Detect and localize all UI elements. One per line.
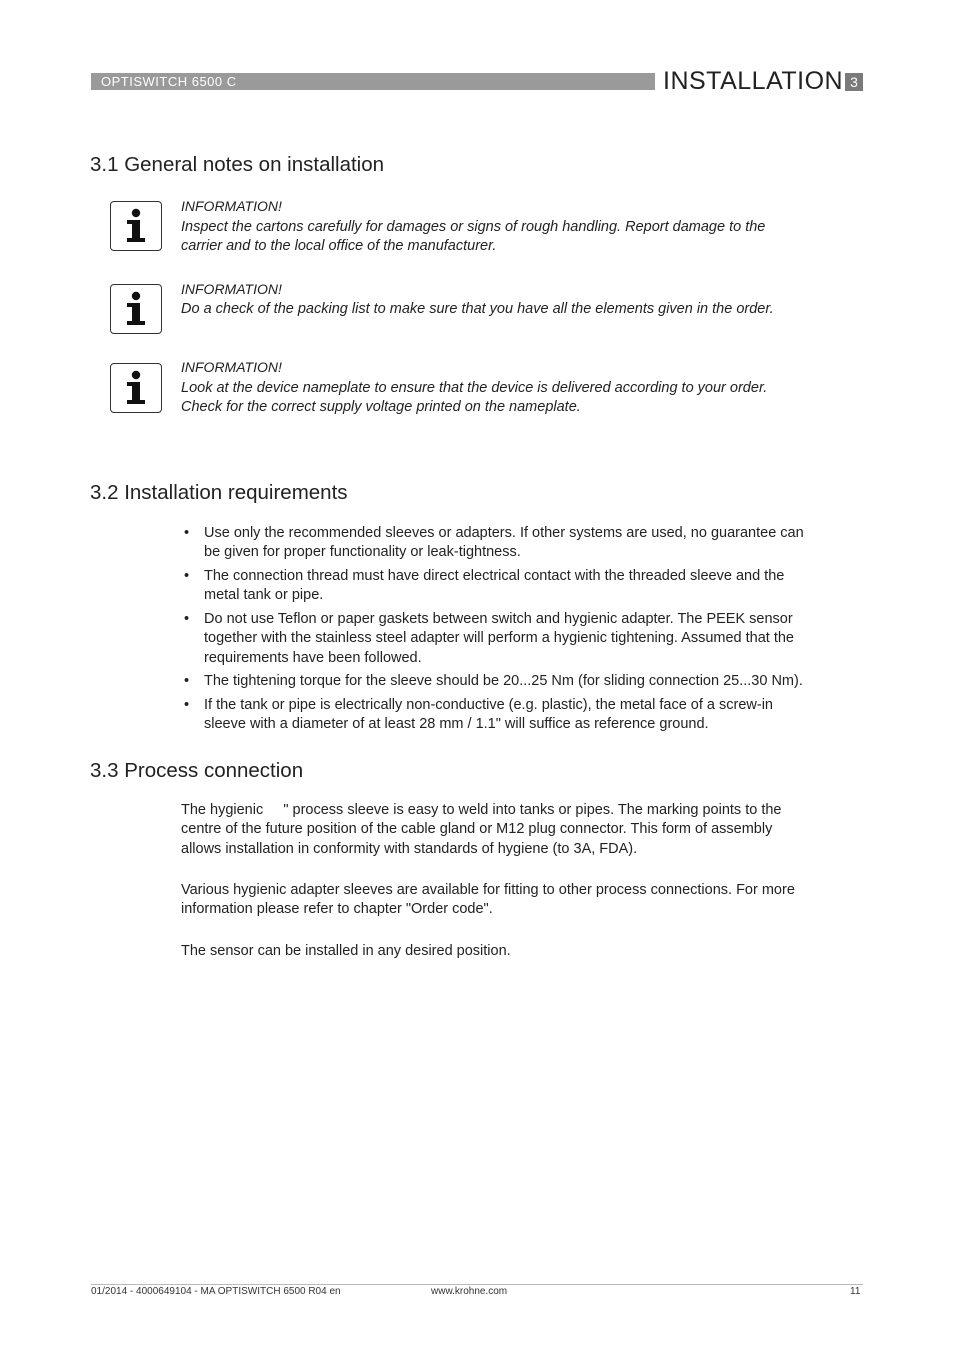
header-product-name: OPTISWITCH 6500 C	[101, 74, 237, 89]
info-text: Do a check of the packing list to make sure that you have all the elements given in the order.	[181, 301, 774, 317]
footer-website: www.krohne.com	[431, 1286, 508, 1297]
requirements-list	[181, 524, 871, 739]
section-heading-3-1: 3.1 General notes on installation	[90, 153, 385, 176]
info-title: INFORMATION!	[181, 359, 282, 375]
list-item: • The tightening torque for the sleeve should be 20...25 Nm (for sliding connection 25...30 Nm).	[184, 673, 803, 690]
info-title: INFORMATION!	[181, 281, 282, 297]
section-heading-3-3: 3.3 Process connection	[90, 759, 304, 782]
page-number: 11	[850, 1286, 861, 1297]
list-item: • The connection thread must have direct electrical contact with the threaded sleeve and the metal tank or pipe.	[184, 567, 785, 604]
section-heading-3-2: 3.2 Installation requirements	[90, 481, 348, 504]
list-item: • Do not use Teflon or paper gaskets between switch and hygienic adapter. The PEEK sensor together with the stainless steel adapter will perform a hygienic tightening. Assumed that the requirements have been followed.	[184, 610, 794, 666]
information-icon	[110, 201, 162, 251]
footer-doc-id: 01/2014 - 4000649104 - MA OPTISWITCH 6500 R04 en	[91, 1286, 341, 1297]
paragraph: The sensor can be installed in any desired position.	[181, 943, 511, 959]
paragraph: The hygienic " process sleeve is easy to weld into tanks or pipes. The marking points to the centre of the future position of the cable gland or M12 plug connector. This form of assembly allows installation in conformity with standards of hygiene (to 3A, FDA).	[181, 802, 782, 857]
information-icon	[110, 363, 162, 413]
information-icon	[110, 284, 162, 334]
list-item: • If the tank or pipe is electrically non-conductive (e.g. plastic), the metal face of a screw-in sleeve with a diameter of at least 28 mm / 1.1" will suffice as reference ground.	[184, 696, 773, 733]
list-item: • Use only the recommended sleeves or adapters. If other systems are used, no guarantee can be given for proper functionality or leak-tightness.	[184, 525, 804, 561]
header-chapter-title: INSTALLATION	[663, 67, 844, 95]
footer-divider	[91, 1284, 863, 1285]
info-text: Look at the device nameplate to ensure that the device is delivered according to your order. Check for the correct supply voltage printed on the nameplate.	[181, 380, 768, 416]
paragraph: Various hygienic adapter sleeves are available for fitting to other process connections. For more information please refer to chapter "Order code".	[181, 882, 795, 918]
info-text: Inspect the cartons carefully for damages or signs of rough handling. Report damage to the carrier and to the local office of the manufacturer.	[181, 219, 766, 255]
header-chapter-number: 3	[845, 73, 863, 91]
info-title: INFORMATION!	[181, 198, 282, 214]
